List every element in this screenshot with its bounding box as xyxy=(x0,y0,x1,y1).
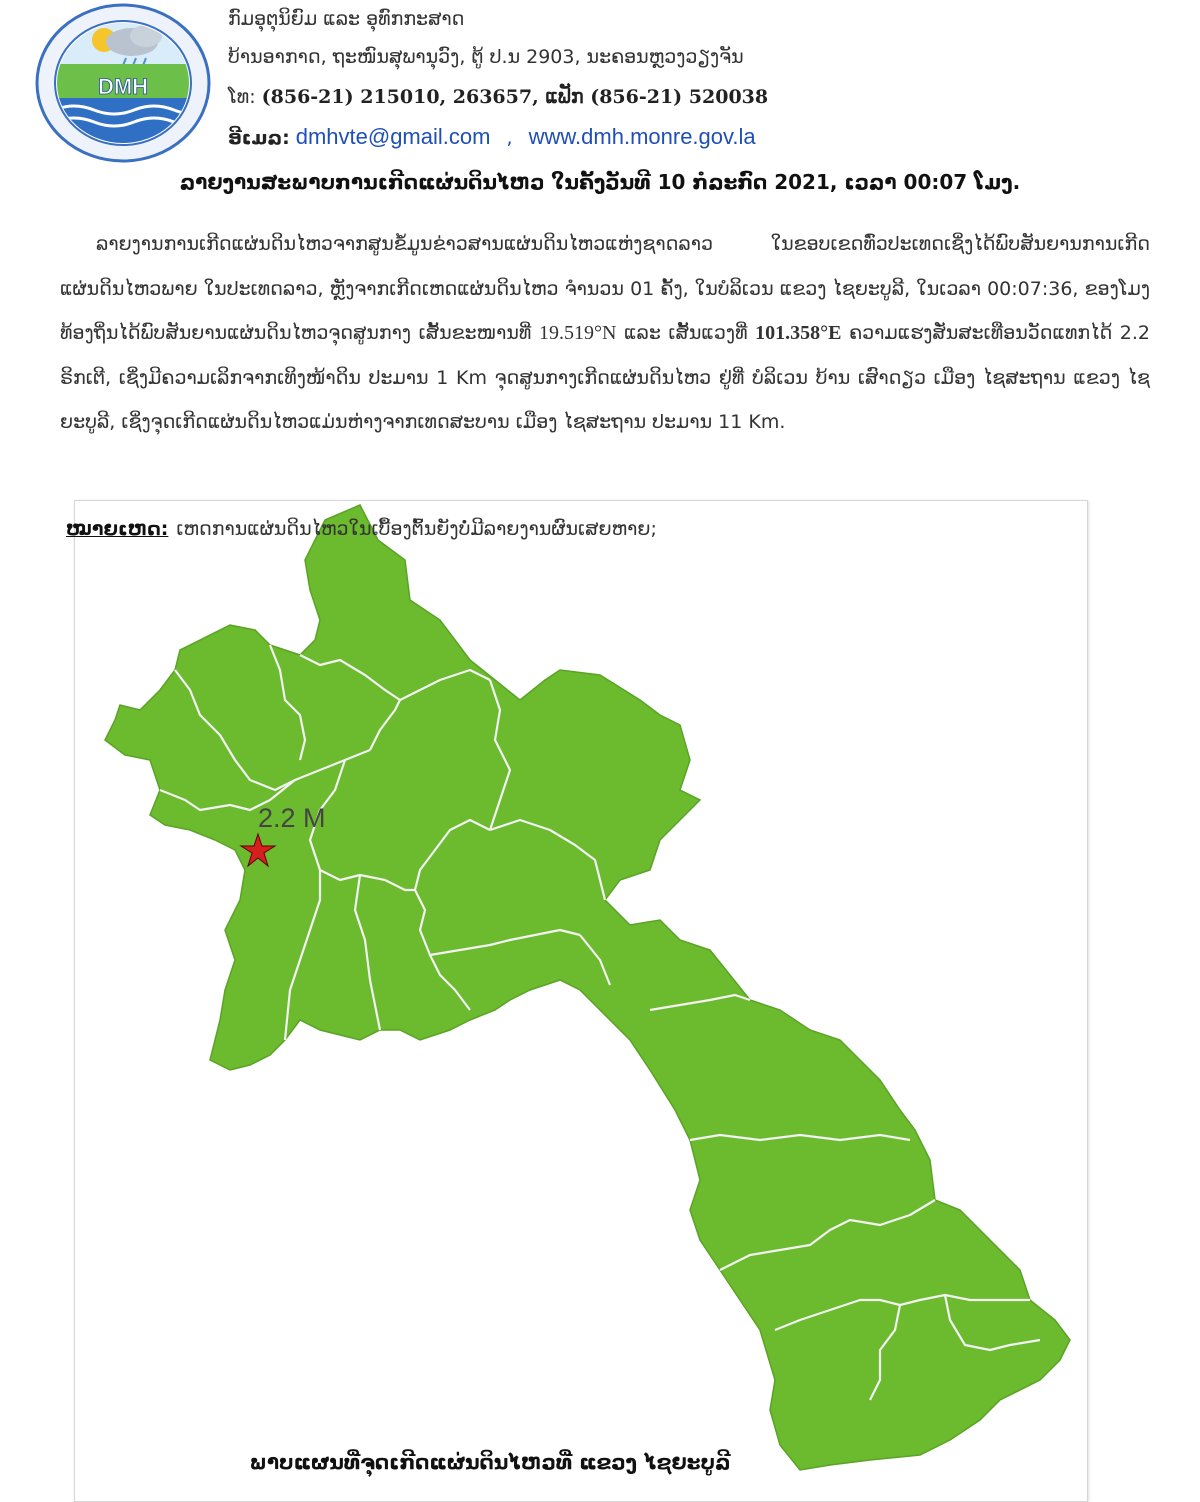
map-caption: ພາບແຜນທີ່ຈຸດເກີດແຜ່ນດິນໄຫວທີ່ ແຂວງ ໄຊຍະບູລີ xyxy=(249,1450,731,1474)
logo-text: DMH xyxy=(97,74,149,99)
email-label: ອີເມລ xyxy=(228,127,283,149)
magnitude-label: 2.2 M xyxy=(258,803,326,833)
header-address: ບ້ານອາກາດ, ຖະໜົນສຸພານຸວົງ, ຕູ້ ປ.ນ 2903, ນະຄອນຫຼວງວຽງຈັນ xyxy=(228,46,744,68)
phone-label: ໂທ: xyxy=(228,86,256,108)
longitude-value: 101.358°E xyxy=(755,322,842,345)
report-title: ລາຍງານສະພາບການເກີດແຜ່ນດິນໄຫວ ໃນຄັ້ງວັນທີ 10 ກໍລະກົດ 2021, ເວລາ 00:07 ໂມງ. xyxy=(179,170,1021,194)
body-part1: ລາຍງານການເກີດແຜ່ນດິນໄຫວຈາກສູນຂໍ້ມູນຂ່າວສານແຜ່ນດິນໄຫວແຫ່ງຊາດລາວ ໃນຂອບເຂດທົ່ວປະເທດເຊິ່ງໄດ້ພົບສັນຍານການເກີດແຜ່ນດິນໄຫວພາຍ ໃນປະເທດລາວ, ຫຼັງຈາກເກີດເຫດແຜ່ນດິນໄຫວ ຈຳນວນ 01 ຄັ້ງ, ໃນບໍລິເວນ ແຂວງ ໄຊຍະບູລີ, ໃນເວລາ 00:07:36, ຂອງໂມງທ້ອງຖິ່ນໄດ້ພົບສັນຍານແຜ່ນດິນໄຫວຈຸດສູນກາງ ເສັ້ນຂະໜານທີ່ xyxy=(60,233,1150,345)
body-part3: ຄວາມແຮງສັ່ນສະເທືອນວັດແທກໄດ້ 2.2 ຣິກເຕີ, ເຊິ່ງມີຄວາມເລິກຈາກເທິງໜ້າດິນ ປະມານ 1 Km ຈຸດສູນກາງເກີດແຜ່ນດິນໄຫວ ຢູ່ທີ່ ບໍລິເວນ ບ້ານ ເສົາດຽວ ເມືອງ ໄຊສະຖານ ແຂວງ ໄຊຍະບູລີ, ເຊິ່ງຈຸດເກີດແຜ່ນດິນໄຫວແມ່ນຫ່າງຈາກເທດສະບານ ເມືອງ ໄຊສະຖານ ປະມານ 11 Km. xyxy=(60,322,1150,434)
phone-value: (856-21) 215010, 263657, ແຟັກ (856-21) 520038 xyxy=(261,86,769,108)
note-label: ໝາຍເຫດ: xyxy=(66,518,169,540)
email-link[interactable]: dmhvte@gmail.com xyxy=(295,124,491,149)
body-part2: ແລະ ເສັ້ນແວງທີ່ xyxy=(616,322,756,345)
laos-country-shape xyxy=(105,505,1070,1470)
website-link[interactable]: www.dmh.monre.gov.la xyxy=(528,124,756,149)
header-ministry: ກົມອຸຕຸນິຍົມ ແລະ ອຸທົກກະສາດ xyxy=(228,8,465,30)
note xyxy=(66,518,657,540)
note-text: ເຫດການແຜ່ນດິນໄຫວໃນເບື້ອງຕົ້ນຍັງບໍ່ມີລາຍງານຜົນເສຍຫາຍ; xyxy=(176,518,657,540)
header-contact: ອີເມລ: dmhvte@gmail.com , www.dmh.monre.gov.la xyxy=(228,124,756,149)
latitude-value: 19.519°N xyxy=(538,322,617,345)
